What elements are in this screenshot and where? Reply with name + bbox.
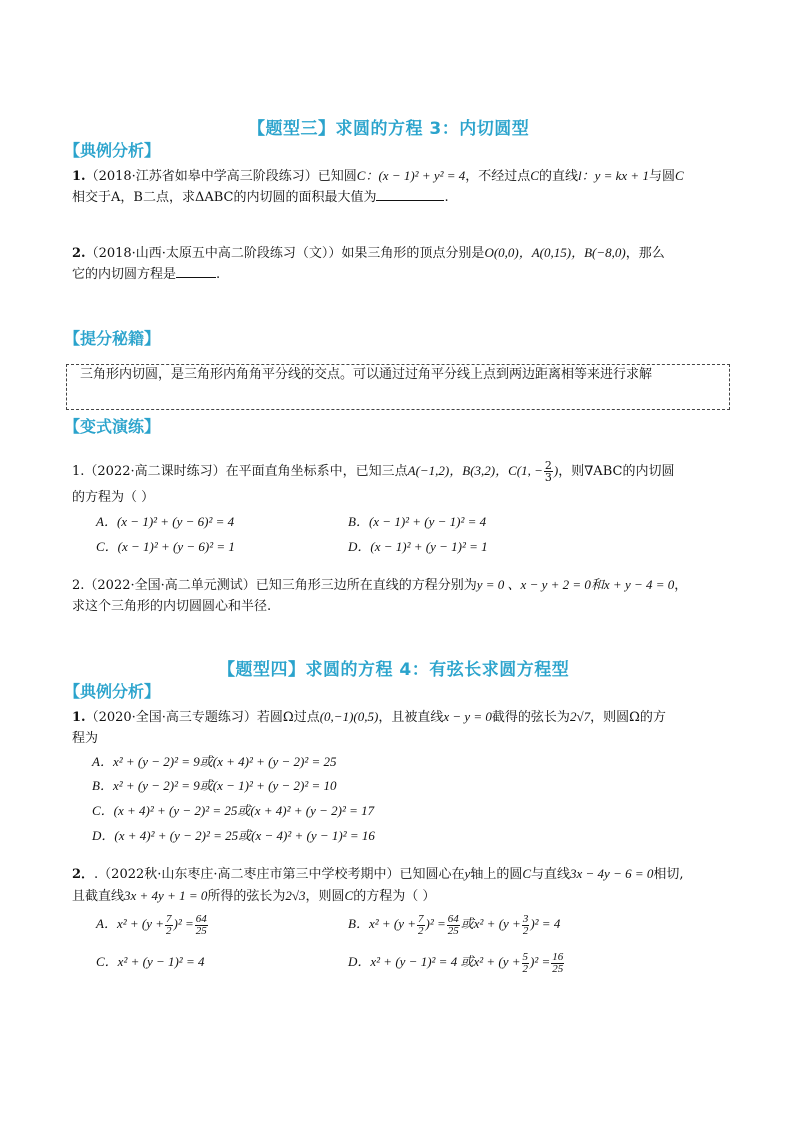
option-text: 或x² + (y +: [460, 916, 521, 931]
practice-source: 2.（2022·全国·高二单元测试）已知三角形三边所在直线的方程分别为: [72, 578, 477, 593]
denominator: 2: [522, 962, 529, 975]
comma: ，: [674, 578, 688, 593]
vertex-points: O(0,0)，A(0,15)，B(−8,0): [484, 245, 626, 260]
option-c[interactable]: C．(x + 4)² + (y − 2)² = 25或(x + 4)² + (y − 2)² = 17: [92, 803, 375, 818]
ex-text: 的直线: [538, 169, 578, 184]
ex-text: 轴上的圆: [470, 867, 523, 882]
ex-source: .（2022秋·山东枣庄·高二枣庄市第三中学校考期中）已知圆心在: [94, 867, 465, 882]
fraction: [551, 952, 564, 975]
fraction: [195, 914, 208, 937]
numerator: 5: [522, 950, 529, 963]
answer-blank[interactable]: [176, 265, 216, 278]
option-b[interactable]: B．(x − 1)² + (y − 1)² = 4: [348, 514, 487, 529]
denominator: 25: [447, 924, 459, 937]
option-c[interactable]: C．(x − 1)² + (y − 6)² = 1: [96, 539, 235, 554]
type3-ex1-line1: [72, 166, 684, 187]
period: .: [216, 267, 221, 282]
ex-text: ，则圆: [305, 889, 345, 904]
type3-ex1-line2: [72, 188, 449, 208]
option-text: D．x² + (y − 1)² = 4 或x² + (y +: [348, 954, 521, 969]
chord-line-equation: 3x + 4y + 1 = 0: [124, 888, 208, 903]
point-c-open: (1, −: [516, 463, 543, 478]
practice-source: 1.（2022·高二课时练习）在平面直角坐标系中，已知三点: [72, 464, 408, 479]
fraction: [522, 952, 530, 975]
option-a[interactable]: [96, 910, 209, 938]
denominator: 2: [418, 924, 424, 937]
fraction: [165, 914, 173, 937]
ex-number: 2.: [72, 246, 86, 261]
chord-length: 2√3: [285, 888, 306, 903]
option-c[interactable]: C．x² + (y − 1)² = 4: [96, 954, 205, 969]
numerator: 64: [195, 912, 207, 925]
option-text: )² =: [425, 916, 446, 931]
practice1-line2: 的方程为（ ）: [72, 490, 155, 505]
denominator: 25: [552, 962, 564, 975]
tangent-line-equation: 3x − 4y − 6 = 0: [570, 866, 654, 881]
type4-example-header: 【典例分析】: [64, 682, 161, 701]
tips-text: 三角形内切圆，是三角形内角角平分线的交点。可以通过过角平分线上点到两边距离相等来进行求解: [80, 367, 653, 382]
circle-equation: ：(x − 1)² + y² = 4: [365, 168, 466, 183]
practice2-line1: [72, 575, 687, 596]
type4-ex2-line1: [72, 864, 684, 885]
numerator: 7: [166, 912, 172, 925]
ex-text: 与圆: [648, 169, 675, 184]
type3-practice-header: 【变式演练】: [64, 417, 161, 436]
point-label: C: [530, 168, 539, 183]
option-a[interactable]: A．x² + (y − 2)² = 9或(x + 4)² + (y − 2)² = 25: [92, 754, 337, 769]
chord-length: 2√7: [569, 709, 591, 724]
option-text: A．x² + (y +: [96, 916, 165, 931]
answer-blank[interactable]: [376, 188, 444, 201]
circle-label: C: [674, 168, 684, 183]
numerator: 16: [552, 950, 564, 963]
circle-label: C: [356, 168, 366, 183]
fraction: [447, 914, 460, 937]
option-text: )² =: [530, 954, 551, 969]
numerator: 3: [522, 912, 529, 925]
option-d[interactable]: [348, 948, 565, 976]
ex-source: （2020·全国·高三专题练习）若圆Ω过点: [85, 710, 320, 725]
type3-ex2-line1: [72, 243, 665, 264]
denominator: 25: [195, 924, 207, 937]
ex-text: 且截直线: [72, 889, 125, 904]
option-a[interactable]: A．(x − 1)² + (y − 6)² = 4: [96, 514, 235, 529]
ex-number: 1.: [72, 169, 86, 184]
point-c-close: ): [553, 463, 559, 478]
option-d[interactable]: D．(x + 4)² + (y − 2)² = 25或(x − 4)² + (y − 1)² = 16: [92, 828, 375, 843]
numerator: 64: [447, 912, 459, 925]
ex-source: （2018·山西·太原五中高二阶段练习（文））如果三角形的顶点分别是: [85, 246, 485, 261]
line-equations: y = 0 、x − y + 2 = 0和x + y − 4 = 0: [476, 577, 675, 592]
type3-ex2-line2: [72, 265, 220, 285]
option-text: )² = 4: [530, 916, 561, 931]
ex-source: （2018·江苏省如皋中学高三阶段练习）已知圆: [85, 169, 357, 184]
ex-text: 的方程为（ ）: [353, 889, 436, 904]
numerator: 7: [418, 912, 424, 925]
type3-title: 【题型三】求圆的方程 3：内切圆型: [248, 119, 530, 139]
type4-title: 【题型四】求圆的方程 4：有弦长求圆方程型: [218, 660, 570, 680]
period: .: [444, 190, 449, 205]
ex-text: 截得的弦长为: [491, 710, 570, 725]
ex-text: 所得的弦长为: [207, 889, 286, 904]
ex-text: ，那么: [625, 246, 665, 261]
ex-text: 相交于A，B二点，求ΔABC的内切圆的面积最大值为: [72, 190, 377, 205]
option-text: B．x² + (y +: [348, 916, 417, 931]
option-d[interactable]: D．(x − 1)² + (y − 1)² = 1: [348, 539, 488, 554]
numerator: 2: [544, 459, 552, 472]
denominator: 3: [544, 471, 552, 484]
type4-ex1-line2: 程为: [72, 731, 99, 746]
denominator: 2: [166, 924, 172, 937]
fraction: [544, 460, 553, 483]
y-axis-label: y: [464, 866, 471, 881]
ex-number: 2．: [72, 867, 95, 882]
option-text: )² =: [173, 916, 194, 931]
practice2-line2: 求这个三角形的内切圆圆心和半径.: [72, 599, 272, 614]
line-equation: x − y = 0: [443, 709, 492, 724]
ex-text: ，不经过点: [465, 169, 531, 184]
points: (0,−1)(0,5): [319, 709, 379, 724]
type3-example-header: 【典例分析】: [64, 141, 161, 160]
ex-number: 1.: [72, 710, 86, 725]
practice1-line1: [72, 458, 674, 484]
fraction: [417, 914, 425, 937]
option-b[interactable]: B．x² + (y − 2)² = 9或(x − 1)² + (y − 2)² = 10: [92, 778, 337, 793]
type4-ex1-line1: [72, 707, 666, 728]
ex-text: 它的内切圆方程是: [72, 267, 177, 282]
ex-text: ，且被直线: [378, 710, 444, 725]
circle-label: C: [344, 888, 354, 903]
line-equation: l：y = kx + 1: [577, 168, 649, 183]
points: A(−1,2)，B(3,2)，C: [407, 463, 517, 478]
circle-label: C: [522, 866, 531, 881]
denominator: 2: [522, 924, 529, 937]
ex-text: 相切,: [653, 867, 684, 882]
ex-text: 与直线: [531, 867, 571, 882]
type4-ex2-line2: [72, 886, 435, 907]
ex-text: ，则圆Ω的方: [590, 710, 666, 725]
practice-text: ，则∇ABC的内切圆: [558, 464, 675, 479]
fraction: [522, 914, 530, 937]
option-b[interactable]: [348, 910, 560, 938]
type3-tips-header: 【提分秘籍】: [64, 329, 161, 348]
